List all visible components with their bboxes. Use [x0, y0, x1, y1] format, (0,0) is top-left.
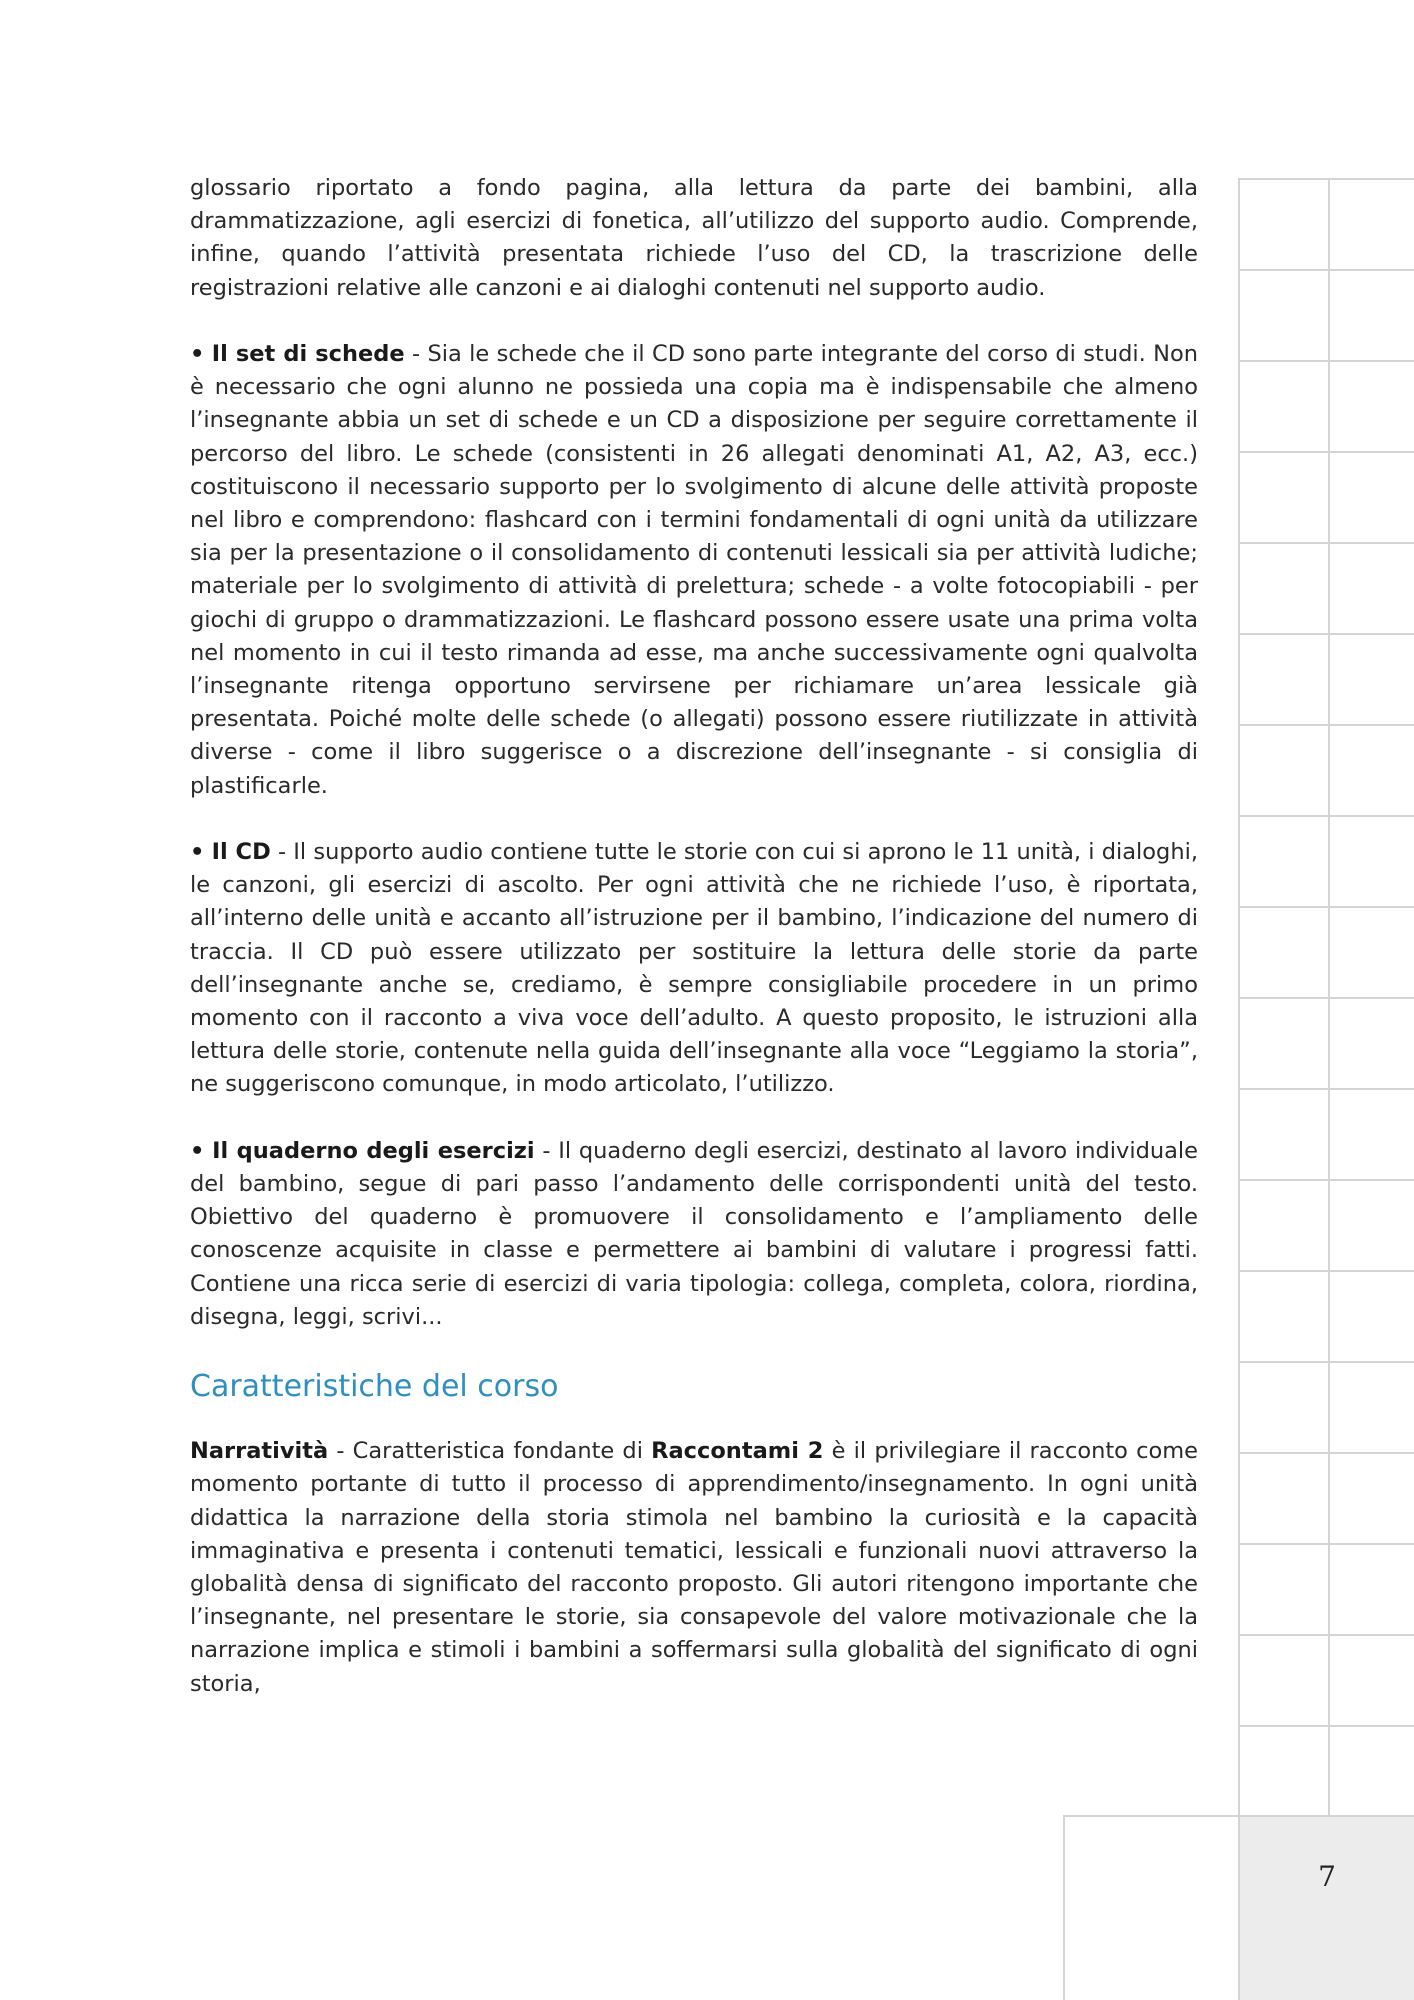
bullet: •	[190, 1137, 205, 1164]
bullet: •	[190, 341, 205, 367]
schede-paragraph	[190, 338, 1198, 803]
intro-text: glossario riportato a fondo pagina, alla lettura da parte dei bambini, alla drammatizzazione, agli esercizi di fonetica, all’utilizzo del supporto audio. Comprende, infine, quando l’attività presentata richiede l’uso del CD, la trascrizione delle registrazioni relative alle canzoni e ai dialoghi contenuti nel supporto audio.	[190, 175, 1198, 301]
narrativita-paragraph	[190, 1435, 1198, 1701]
schede-heading: Il set di schede	[211, 341, 405, 367]
intro-paragraph	[190, 172, 1198, 305]
page-number-box	[1238, 1815, 1414, 2000]
page-number: 7	[1318, 1860, 1336, 1893]
bullet: •	[190, 839, 205, 866]
cd-heading: Il CD	[211, 839, 271, 866]
quaderno-heading: Il quaderno degli esercizi	[212, 1137, 535, 1164]
section-title: Caratteristiche del corso	[190, 1369, 559, 1405]
narrativita-heading: Narratività	[190, 1438, 329, 1465]
quaderno-text: - Il quaderno degli esercizi, destinato al lavoro individuale del bambino, segue di pari passo l’andamento delle corrispondenti unità del testo. Obiettivo del quaderno è promuovere il consolidamento e l’ampliamento delle conoscenze acquisite in classe e permettere ai bambini di valutare i progressi fatti. Contiene una ricca serie di esercizi di varia tipologia: collega, completa, colora, riordina, disegna, leggi, scrivi...	[190, 1137, 1198, 1330]
narrativita-text-b: è il privilegiare il racconto come momento portante di tutto il processo di apprendimento/insegnamento. In ogni unità didattica la narrazione della storia stimola nel bambino la curiosità e la capacità immaginativa e presenta i contenuti tematici, lessicali e funzionali nuovi attraverso la globalità densa di significato del racconto proposto. Gli autori ritengono importante che l’insegnante, nel presentare le storie, sia consapevole del valore motivazionale che la narrazione implica e stimoli i bambini a soffermarsi sulla globalità del significato di ogni storia,	[190, 1438, 1199, 1697]
narrativita-text-a: - Caratteristica fondante di	[328, 1438, 652, 1465]
margin-grid-decoration	[1238, 178, 1414, 1818]
cd-text: - Il supporto audio contiene tutte le storie con cui si aprono le 11 unità, i dialoghi, le canzoni, gli esercizi di ascolto. Per ogni attività che ne richiede l’uso, è riportata, all’interno delle unità e accanto all’istruzione per il bambino, l’indicazione del numero di traccia. Il CD può essere utilizzato per sostituire la lettura delle storie da parte dell’insegnante anche se, crediamo, è sempre consigliabile procedere in un primo momento con il racconto a viva voce dell’adulto. A questo proposito, le istruzioni alla lettura delle storie, contenute nella guida dell’insegnante alla voce “Leggiamo la storia”, ne suggeriscono comunque, in modo articolato, l’utilizzo.	[190, 839, 1198, 1098]
corner-grid-decoration	[1063, 1815, 1240, 2000]
book-title: Raccontami 2	[651, 1438, 824, 1465]
quaderno-paragraph	[190, 1135, 1198, 1334]
main-text	[190, 172, 1198, 1734]
cd-paragraph	[190, 836, 1198, 1102]
schede-text: - Sia le schede che il CD sono parte integrante del corso di studi. Non è necessario che ogni alunno ne possieda una copia ma è indispensabile che almeno l’insegnante abbia un set di schede e un CD a disposizione per seguire correttamente il percorso del libro. Le schede (consistenti in 26 allegati denominati A1, A2, A3, ecc.) costituiscono il necessario supporto per lo svolgimento di alcune delle attività proposte nel libro e comprendono: flashcard con i termini fondamentali di ogni unità da utilizzare sia per la presentazione o il consolidamento di contenuti lessicali sia per attività ludiche; materiale per lo svolgimento di attività di prelettura; schede - a volte fotocopiabili - per giochi di gruppo o drammatizzazioni. Le flashcard possono essere usate una prima volta nel momento in cui il testo rimanda ad esse, ma anche successivamente ogni qualvolta l’insegnante ritenga opportuno servirsene per richiamare un’area lessicale già presentata. Poiché molte delle schede (o allegati) possono essere riutilizzate in attività diverse - come il libro suggerisce o a discrezione dell’insegnante - si consiglia di plastificarle.	[190, 341, 1199, 799]
